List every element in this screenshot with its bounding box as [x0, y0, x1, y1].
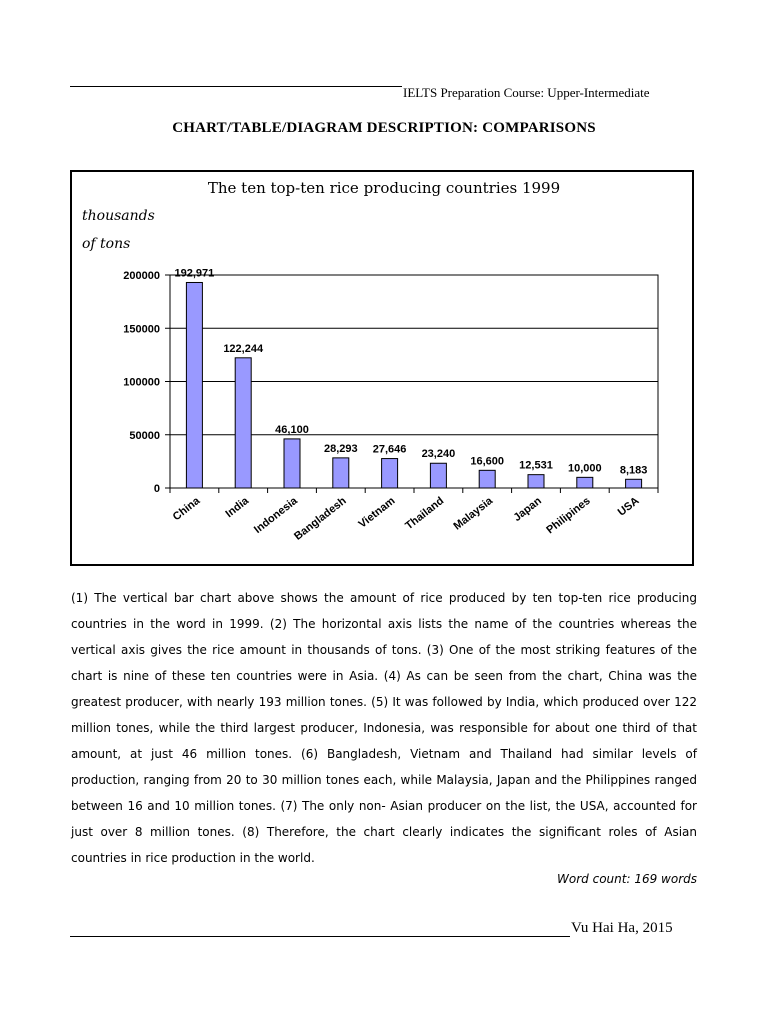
y-axis-unit-line1: thousands — [82, 208, 155, 224]
data-label: 12,531 — [519, 459, 553, 472]
data-label: 23,240 — [421, 448, 456, 461]
x-tick-label: Malaysia — [451, 494, 496, 533]
description-paragraph: (1) The vertical bar chart above shows the amount of rice produced by ten top-ten rice producing countries in the word in 1999. (2) The horizontal axis lists the name of the countries whereas the vertical axis gives the rice amount in thousands of tons. (3) One of the most striking features of the chart is nine of these ten countries were in Asia. (4) As can be seen from the chart, China was the greatest producer, with nearly 193 million tones. (5) It was followed by India, which produced over 122 million tones, while the third largest producer, Indonesia, was responsible for about one third of that amount, at just 46 million tones. (6) Bangladesh, Vietnam and Thailand had similar levels of production, ranging from 20 to 30 million tones each, while Malaysia, Japan and the Philippines ranged between 16 and 10 million tones. (7) The only non- Asian producer on the list, the USA, accounted for just over 8 million tones. (8) Therefore, the chart clearly indicates the significant roles of Asian countries in rice production in the world. — [71, 591, 697, 865]
y-tick-label: 50000 — [129, 429, 160, 442]
footer-author: Vu Hai Ha, 2015 — [571, 920, 673, 936]
y-tick-label: 0 — [153, 483, 160, 495]
x-tick-label: Vietnam — [356, 494, 398, 531]
bar-usa — [626, 479, 642, 488]
footer-rule — [70, 936, 570, 937]
x-tick-label: China — [170, 494, 203, 524]
header-rule — [70, 86, 402, 87]
y-tick-label: 100000 — [123, 376, 160, 389]
x-tick-label: Japan — [511, 494, 544, 524]
bar-chart — [72, 172, 692, 564]
bar-india — [235, 358, 251, 488]
bar-philipines — [577, 477, 593, 488]
bar-bangladesh — [333, 458, 349, 488]
x-tick-label: Thailand — [403, 494, 447, 533]
bar-thailand — [430, 463, 446, 488]
data-label: 46,100 — [275, 423, 309, 436]
data-label: 192,971 — [174, 267, 215, 280]
bar-china — [186, 282, 202, 488]
y-axis-unit-line2: of tons — [82, 236, 131, 252]
data-label: 16,600 — [470, 455, 505, 468]
x-tick-label: India — [223, 494, 252, 521]
x-tick-label: Indonesia — [251, 494, 300, 536]
x-tick-label: Philipines — [544, 494, 593, 537]
course-header: IELTS Preparation Course: Upper-Intermediate — [403, 85, 650, 100]
data-label: 8,183 — [619, 464, 648, 477]
bar-vietnam — [382, 459, 398, 488]
word-count: Word count: 169 words — [557, 872, 697, 886]
bar-japan — [528, 475, 544, 488]
bar-malaysia — [479, 470, 495, 488]
document-title: CHART/TABLE/DIAGRAM DESCRIPTION: COMPARISONS — [172, 120, 596, 136]
data-label: 28,293 — [323, 442, 358, 455]
data-label: 122,244 — [223, 342, 264, 355]
x-tick-label: USA — [615, 494, 642, 519]
data-label: 27,646 — [372, 443, 407, 456]
x-tick-label: Bangladesh — [292, 494, 349, 543]
chart-frame — [70, 170, 694, 566]
bar-indonesia — [284, 439, 300, 488]
chart-title: The ten top-ten rice producing countries 1999 — [207, 179, 561, 197]
data-label: 10,000 — [567, 462, 602, 475]
y-tick-label: 200000 — [123, 270, 160, 282]
y-tick-label: 150000 — [123, 323, 160, 336]
